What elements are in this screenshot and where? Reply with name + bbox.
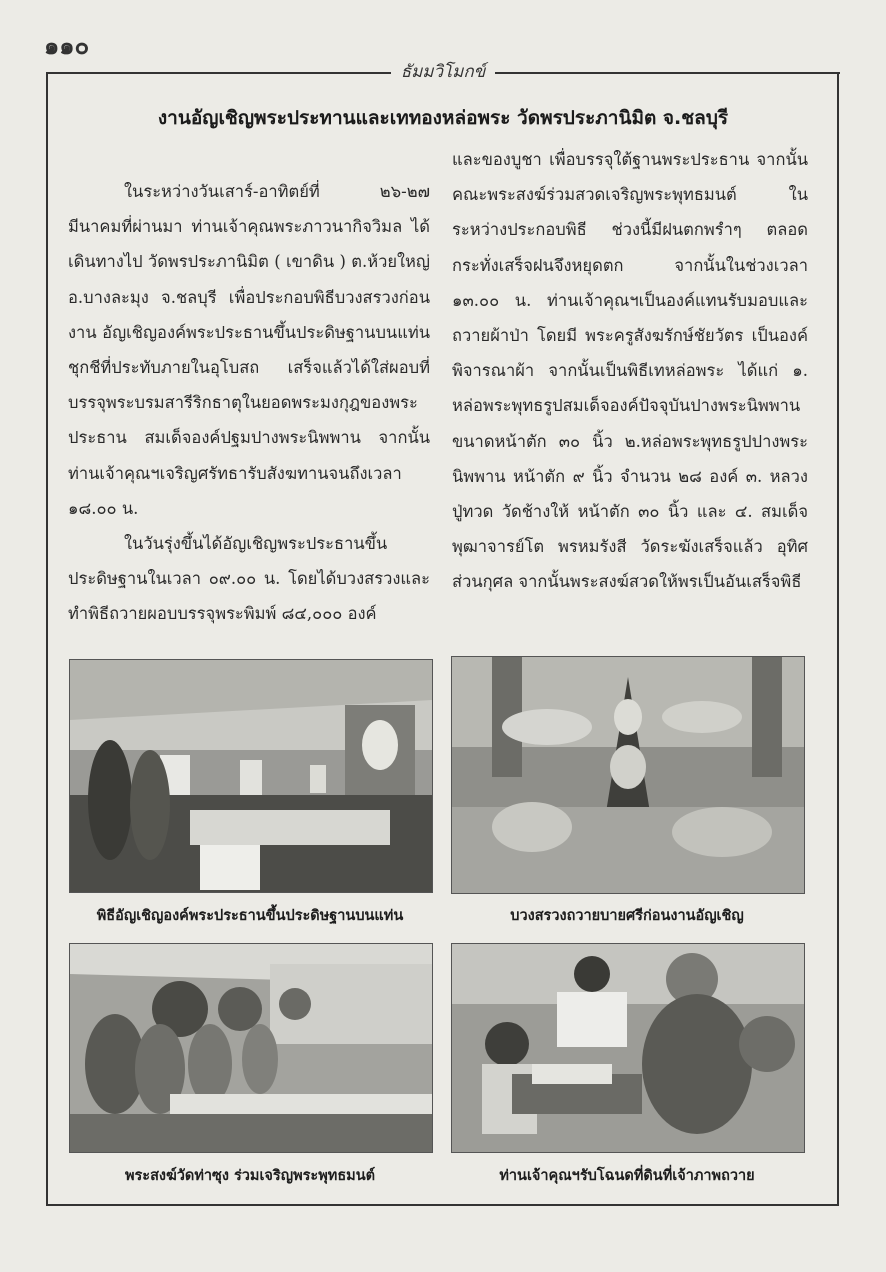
photo-caption: ท่านเจ้าคุณฯรับโฉนดที่ดินที่เจ้าภาพถวาย (499, 1168, 755, 1184)
article-headline: งานอัญเชิญพระประทานและเททองหล่อพระ วัดพรประภานิมิต จ.ชลบุรี (157, 107, 729, 129)
photo-caption: พระสงฆ์วัดท่าซุง ร่วมเจริญพระพุทธมนต์ (124, 1168, 376, 1184)
monks-in-hall-photo (69, 659, 433, 893)
monks-chanting-photo (69, 943, 433, 1153)
paragraph: ในระหว่างวันเสาร์-อาทิตย์ที่ ๒๖-๒๗ มีนาคมที่ผ่านมา ท่านเจ้าคุณพระภาวนากิจวิมล ได้เดินทางไป วัดพรประภานิมิต ( เขาดิน ) ต.ห้วยใหญ่ อ.บางละมุง จ.ชลบุรี เพื่อประกอบพิธีบวงสรวงก่อนงาน อัญเชิญองค์พระประธานขึ้นประดิษฐานบนแท่นชุกชีที่ประทับภายในอุโบสถ เสร็จแล้วได้ใส่ผอบที่บรรจุพระบรมสารีริกธาตุในยอดพระมงกุฎของพระประธาน สมเด็จองค์ปฐมปางพระนิพพาน จากนั้นท่านเจ้าคุณฯเจริญศรัทธารับสังฆทานจนถึงเวลา ๑๘.๐๐ น. (68, 182, 430, 518)
land-deed-photo (451, 943, 805, 1153)
baisri-offering-photo (451, 656, 805, 894)
section-title: ธัมมวิโมกข์ (391, 62, 496, 82)
paragraph: และของบูชา เพื่อบรรจุใต้ฐานพระประธาน จากนั้นคณะพระสงฆ์ร่วมสวดเจริญพระพุทธมนต์ ในระหว่างประกอบพิธี ช่วงนี้มีฝนตกพรำๆ ตลอดกระทั่งเสร็จฝนจึงหยุดตก จากนั้นในช่วงเวลา ๑๓.๐๐ น. ท่านเจ้าคุณฯเป็นองค์แทนรับมอบและถวายผ้าป่า โดยมี พระครูสังฆรักษ์ชัยวัตร เป็นองค์พิจารณาผ้า จากนั้นเป็นพิธีเทหล่อพระ ได้แก่ ๑. หล่อพระพุทธรูปสมเด็จองค์ปัจจุบันปางพระนิพพาน ขนาดหน้าตัก ๓๐ นิ้ว ๒.หล่อพระพุทธรูปปางพระนิพพาน หน้าตัก ๙ นิ้ว จำนวน ๒๘ องค์ ๓. หลวงปู่ทวด วัดช้างให้ หน้าตัก ๓๐ นิ้ว และ ๔. สมเด็จพุฒาจารย์โต พรหมรังสี วัดระฆังเสร็จแล้ว อุทิศส่วนกุศล จากนั้นพระสงฆ์สวดให้พรเป็นอันเสร็จพิธี (452, 150, 808, 592)
page-number: ๑๑๐ (44, 32, 90, 60)
photo-caption: บวงสรวงถวายบายศรีก่อนงานอัญเชิญ (510, 908, 744, 924)
paragraph: ในวันรุ่งขึ้นได้อัญเชิญพระประธานขึ้นประดิษฐานในเวลา ๐๙.๐๐ น. โดยได้บวงสรวงและทำพิธีถวายผอบบรรจุพระพิมพ์ ๘๔,๐๐๐ องค์ (68, 534, 430, 624)
right-column (452, 142, 808, 600)
left-column (68, 174, 430, 632)
photo-caption: พิธีอัญเชิญองค์พระประธานขึ้นประดิษฐานบนแท่น (96, 908, 404, 924)
